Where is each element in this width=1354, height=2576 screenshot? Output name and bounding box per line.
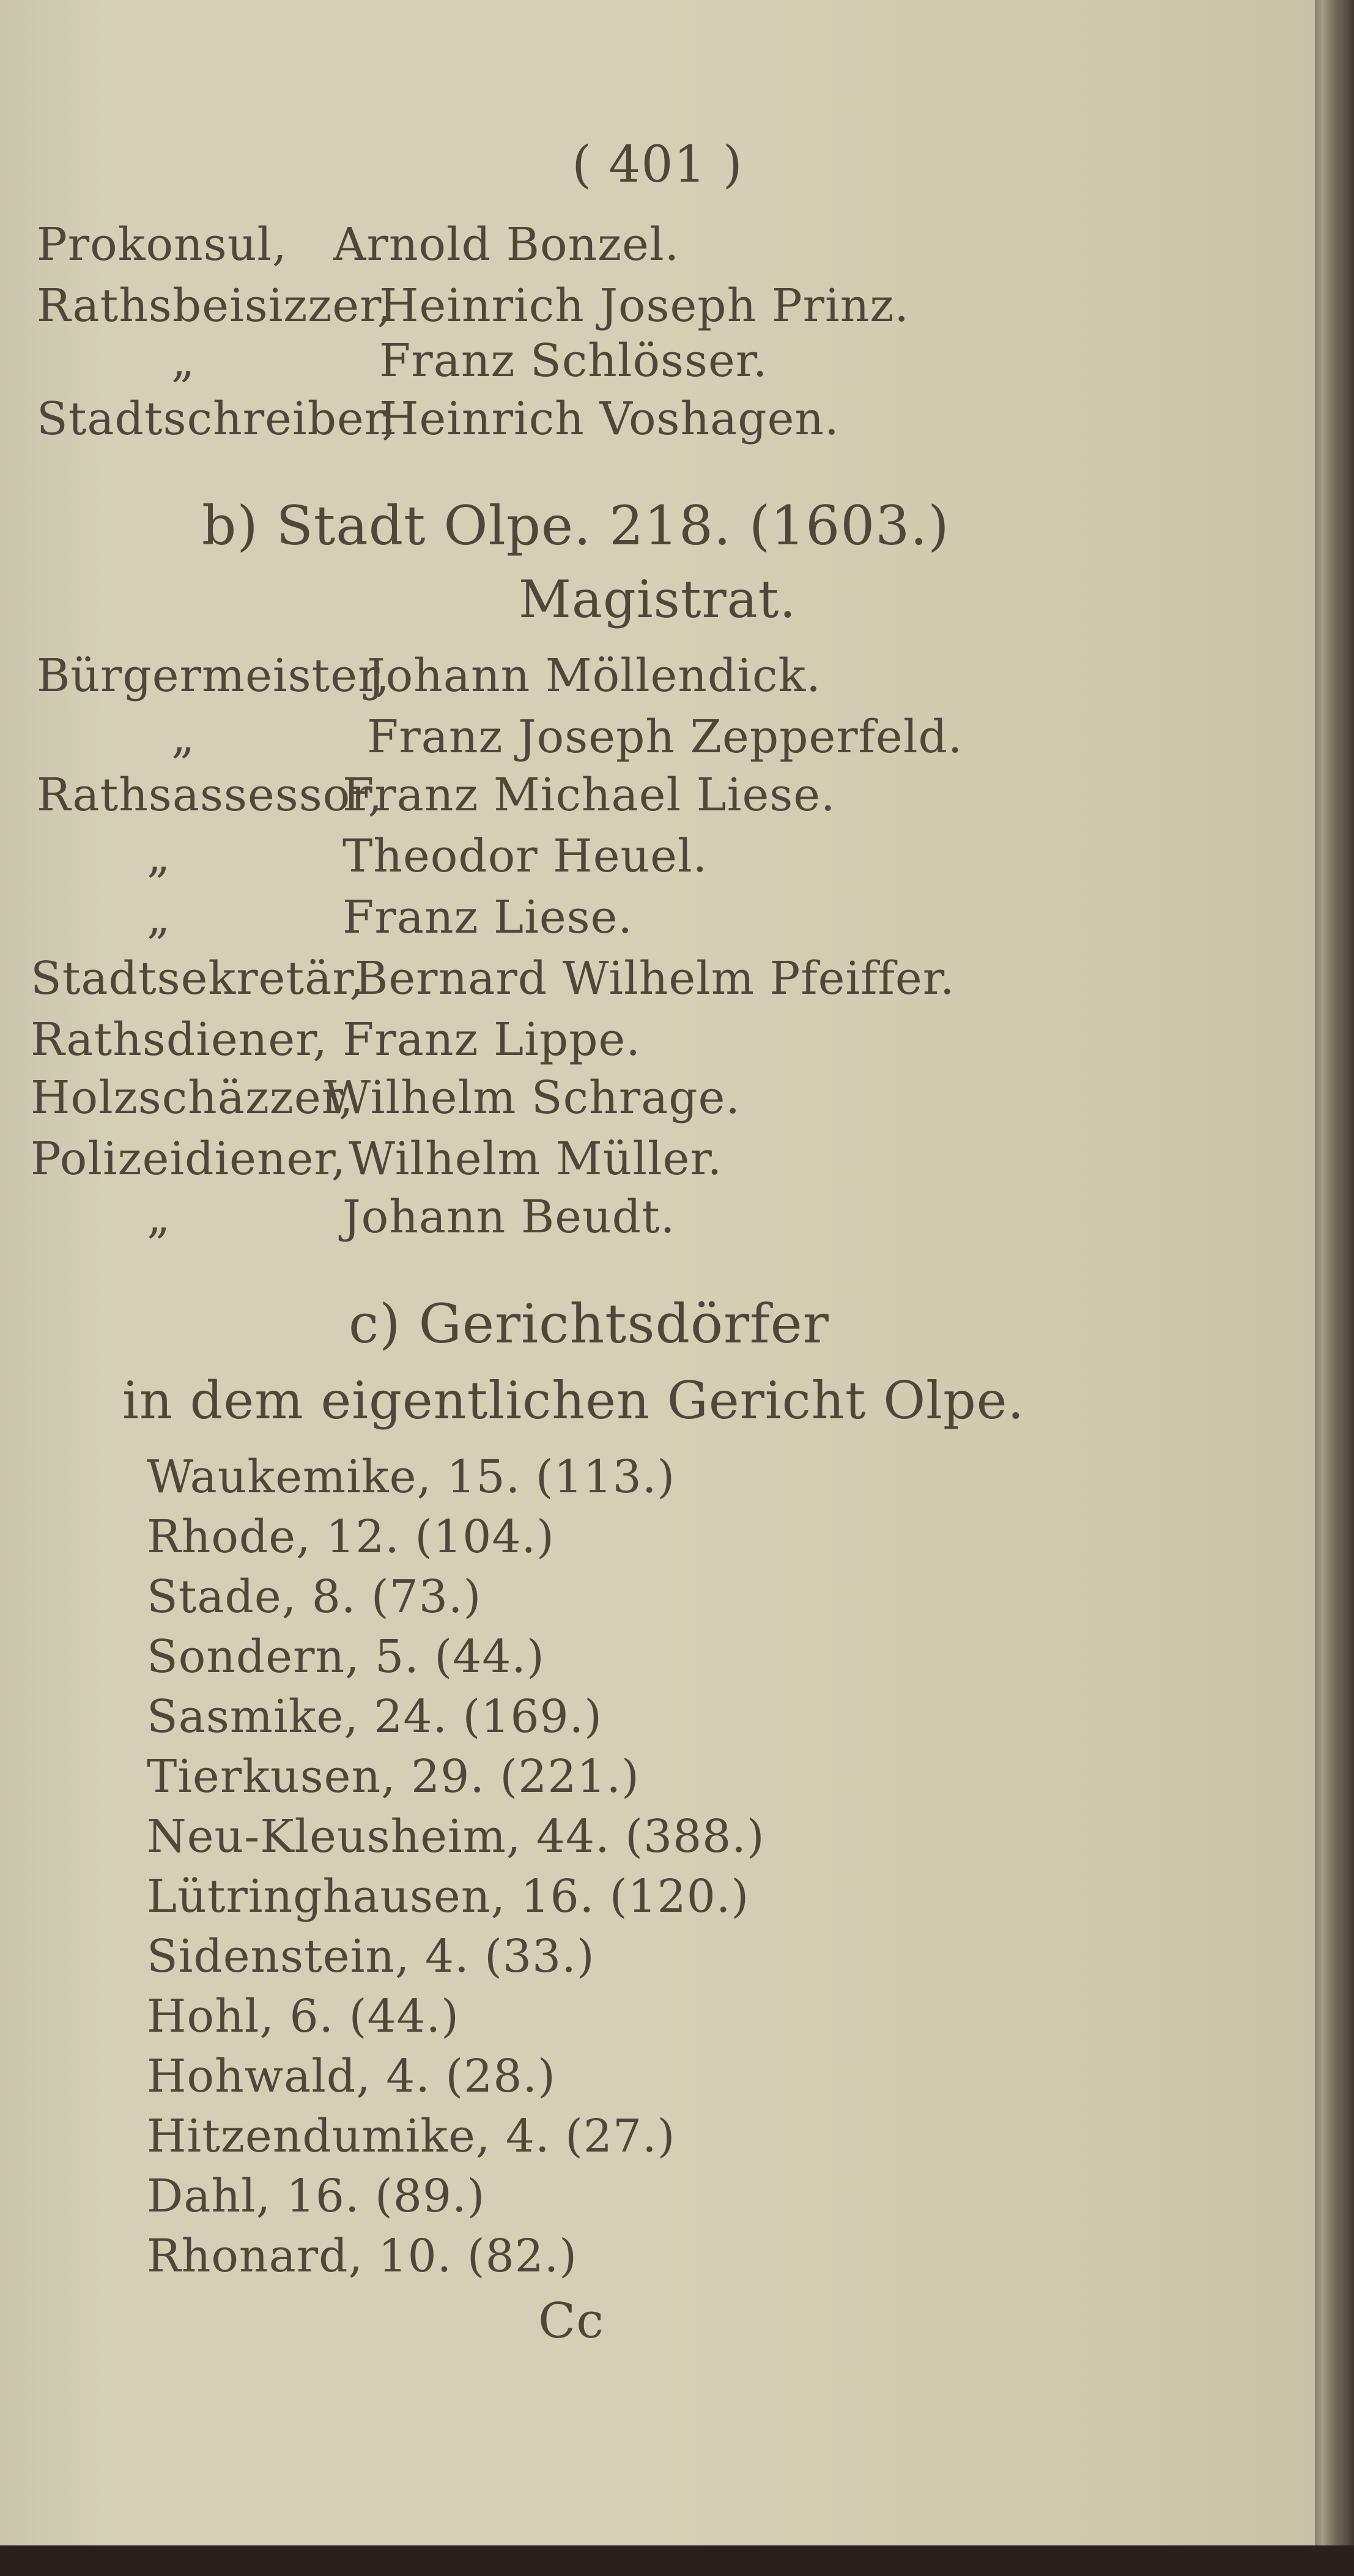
- village-entry: Lütringhausen, 16. (120.): [147, 1870, 750, 1923]
- entry-role: Stadtsekretär,: [31, 952, 365, 1005]
- village-entry: Rhonard, 10. (82.): [147, 2230, 578, 2282]
- entry-role: Rathsbeisizzer,: [37, 279, 392, 332]
- book-binding-edge: [1315, 0, 1354, 2576]
- village-entry: Hohl, 6. (44.): [147, 1990, 460, 2043]
- entry-name: Franz Lippe.: [342, 1013, 641, 1066]
- entry-name: Franz Michael Liese.: [342, 769, 836, 821]
- entry-name: Heinrich Voshagen.: [379, 393, 840, 445]
- entry-name: Johann Beudt.: [342, 1191, 676, 1243]
- section-b-subheading: Magistrat.: [518, 569, 797, 629]
- entry-role: Polizeidiener,: [31, 1133, 347, 1185]
- village-entry: Sasmike, 24. (169.): [147, 1690, 603, 1743]
- entry-name: Bernard Wilhelm Pfeiffer.: [355, 952, 955, 1005]
- ditto-mark: „: [171, 711, 196, 763]
- scan-background-bottom: [0, 2545, 1354, 2576]
- entry-name: Wilhelm Schrage.: [324, 1071, 741, 1124]
- entry-role: Prokonsul,: [37, 218, 287, 271]
- village-entry: Rhode, 12. (104.): [147, 1511, 555, 1563]
- ditto-mark: „: [147, 830, 171, 883]
- village-entry: Neu-Kleusheim, 44. (388.): [147, 1810, 765, 1863]
- entry-name: Theodor Heuel.: [342, 830, 708, 883]
- village-entry: Sondern, 5. (44.): [147, 1630, 545, 1683]
- entry-name: Franz Joseph Zepperfeld.: [367, 711, 963, 763]
- village-entry: Hohwald, 4. (28.): [147, 2050, 556, 2103]
- village-entry: Dahl, 16. (89.): [147, 2170, 486, 2223]
- entry-role: Stadtschreiber,: [37, 393, 397, 445]
- ditto-mark: „: [147, 1191, 171, 1243]
- village-entry: Sidenstein, 4. (33.): [147, 1930, 595, 1983]
- entry-role: Rathsassessor,: [37, 769, 383, 821]
- page-number: ( 401 ): [572, 136, 743, 194]
- entry-name: Franz Schlösser.: [379, 335, 768, 387]
- entry-role: Rathsdiener,: [31, 1013, 328, 1066]
- entry-role: Holzschäzzer,: [31, 1071, 354, 1124]
- ditto-mark: „: [171, 335, 196, 387]
- section-b-heading: b) Stadt Olpe. 218. (1603.): [202, 494, 950, 557]
- entry-name: Heinrich Joseph Prinz.: [379, 279, 909, 332]
- catchword: Cc: [538, 2292, 605, 2349]
- ditto-mark: „: [147, 891, 171, 944]
- village-entry: Waukemike, 15. (113.): [147, 1451, 676, 1503]
- section-c-heading: c) Gerichtsdörfer: [349, 1292, 829, 1355]
- village-entry: Stade, 8. (73.): [147, 1571, 482, 1623]
- entry-name: Arnold Bonzel.: [333, 218, 680, 271]
- entry-role: Bürgermeister,: [37, 650, 390, 702]
- village-entry: Tierkusen, 29. (221.): [147, 1750, 640, 1803]
- entry-name: Franz Liese.: [342, 891, 633, 944]
- village-entry: Hitzendumike, 4. (27.): [147, 2110, 676, 2163]
- entry-name: Johann Möllendick.: [367, 650, 821, 702]
- section-c-subheading: in dem eigentlichen Gericht Olpe.: [122, 1371, 1025, 1430]
- entry-name: Wilhelm Müller.: [349, 1133, 723, 1185]
